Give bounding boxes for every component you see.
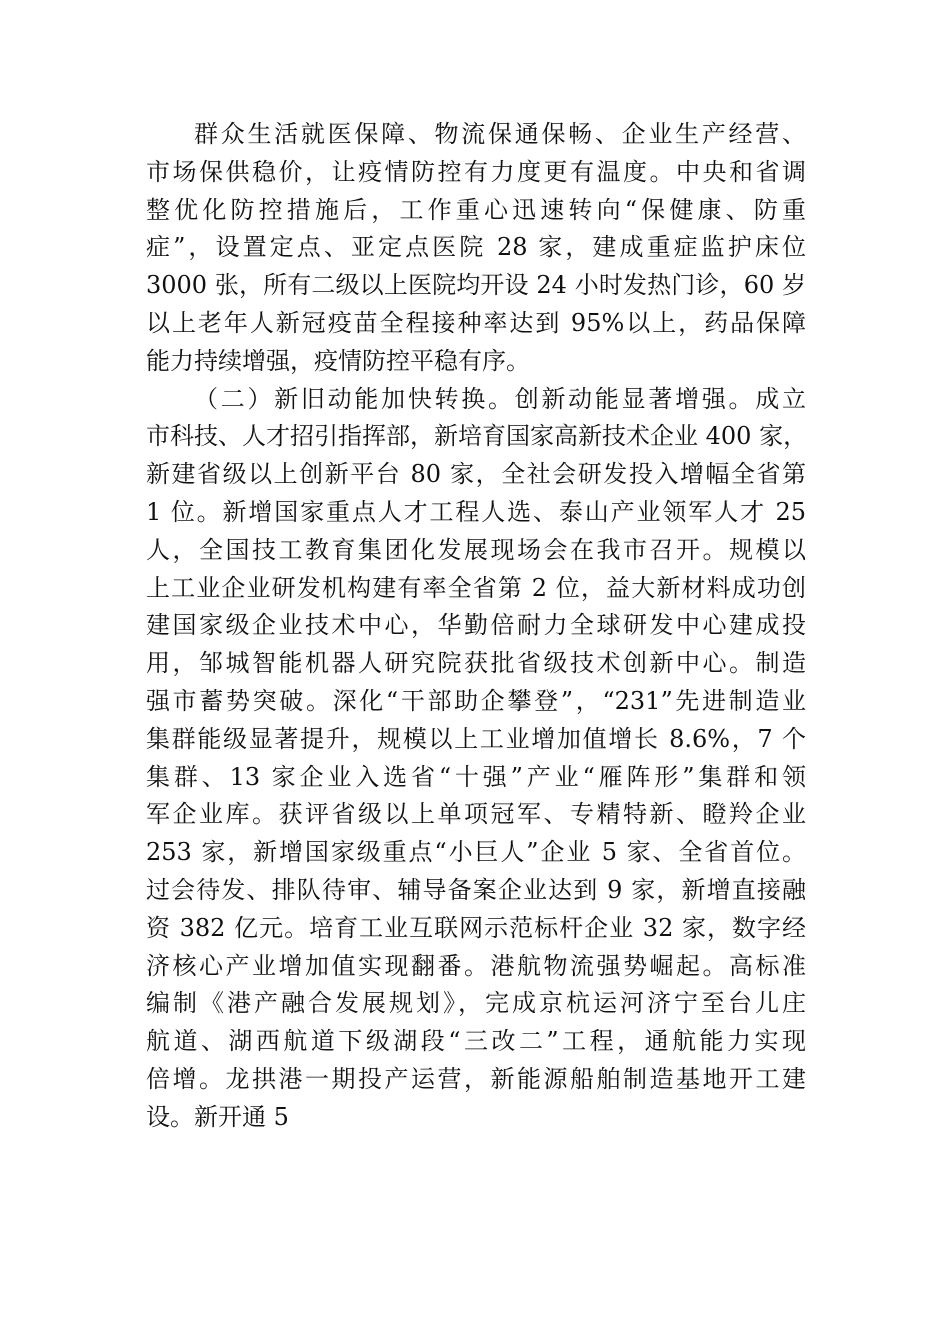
text-line: 过会待发、排队待审、辅导备案企业达到 9 家，新增直接融 [146, 875, 806, 904]
text-line: 编制《港产融合发展规划》，完成京杭运河济宁至台儿庄 [146, 989, 806, 1018]
text-line: 资 382 亿元。培育工业互联网示范标杆企业 32 家，数字经 [146, 913, 806, 942]
text-line: 市科技、人才招引指挥部，新培育国家高新技术企业 400 家， [146, 422, 808, 451]
text-line: 集群、13 家企业入选省“十强”产业“雁阵形”集群和领 [146, 762, 806, 791]
text-line: 市场保供稳价，让疫情防控有力度更有温度。中央和省调 [146, 157, 806, 186]
text-line: 1 位。新增国家重点人才工程人选、泰山产业领军人才 25 [146, 497, 806, 526]
text-line: 建国家级企业技术中心，华勤倍耐力全球研发中心建成投 [146, 611, 806, 640]
text-line: 人，全国技工教育集团化发展现场会在我市召开。规模以 [146, 535, 806, 564]
text-line: 以上老年人新冠疫苗全程接种率达到 95%以上，药品保障 [146, 308, 806, 337]
text-line: 整优化防控措施后，工作重心迅速转向“保健康、防重 [146, 195, 806, 224]
text-line: 航道、湖西航道下级湖段“三改二”工程，通航能力实现 [146, 1027, 806, 1056]
section-heading-line: （二）新旧动能加快转换。创新动能显著增强。成立 [194, 384, 806, 413]
text-line: 军企业库。获评省级以上单项冠军、专精特新、瞪羚企业 [146, 800, 806, 829]
text-line: 设。新开通 5 [146, 1102, 289, 1131]
text-line: 新建省级以上创新平台 80 家，全社会研发投入增幅全省第 [146, 460, 806, 489]
text-line: 253 家，新增国家级重点“小巨人”企业 5 家、全省首位。 [146, 838, 806, 867]
text-line: 济核心产业增加值实现翻番。港航物流强势崛起。高标准 [146, 951, 806, 980]
text-line: 上工业企业研发机构建有率全省第 2 位，益大新材料成功创 [146, 573, 806, 602]
text-line: 集群能级显著提升，规模以上工业增加值增长 8.6%，7 个 [146, 724, 806, 753]
body-text [146, 116, 806, 1137]
text-line: 用，邹城智能机器人研究院获批省级技术创新中心。制造 [146, 649, 806, 678]
text-line: 倍增。龙拱港一期投产运营，新能源船舶制造基地开工建 [146, 1064, 806, 1093]
text-line: 能力持续增强，疫情防控平稳有序。 [146, 346, 530, 375]
text-line: 群众生活就医保障、物流保通保畅、企业生产经营、 [194, 120, 806, 148]
text-line: 强市蓄势突破。深化“干部助企攀登”，“231”先进制造业 [146, 686, 806, 715]
text-line: 症”，设置定点、亚定点医院 28 家，建成重症监护床位 [146, 233, 806, 262]
text-line: 3000 张，所有二级以上医院均开设 24 小时发热门诊，60 岁 [146, 271, 806, 300]
